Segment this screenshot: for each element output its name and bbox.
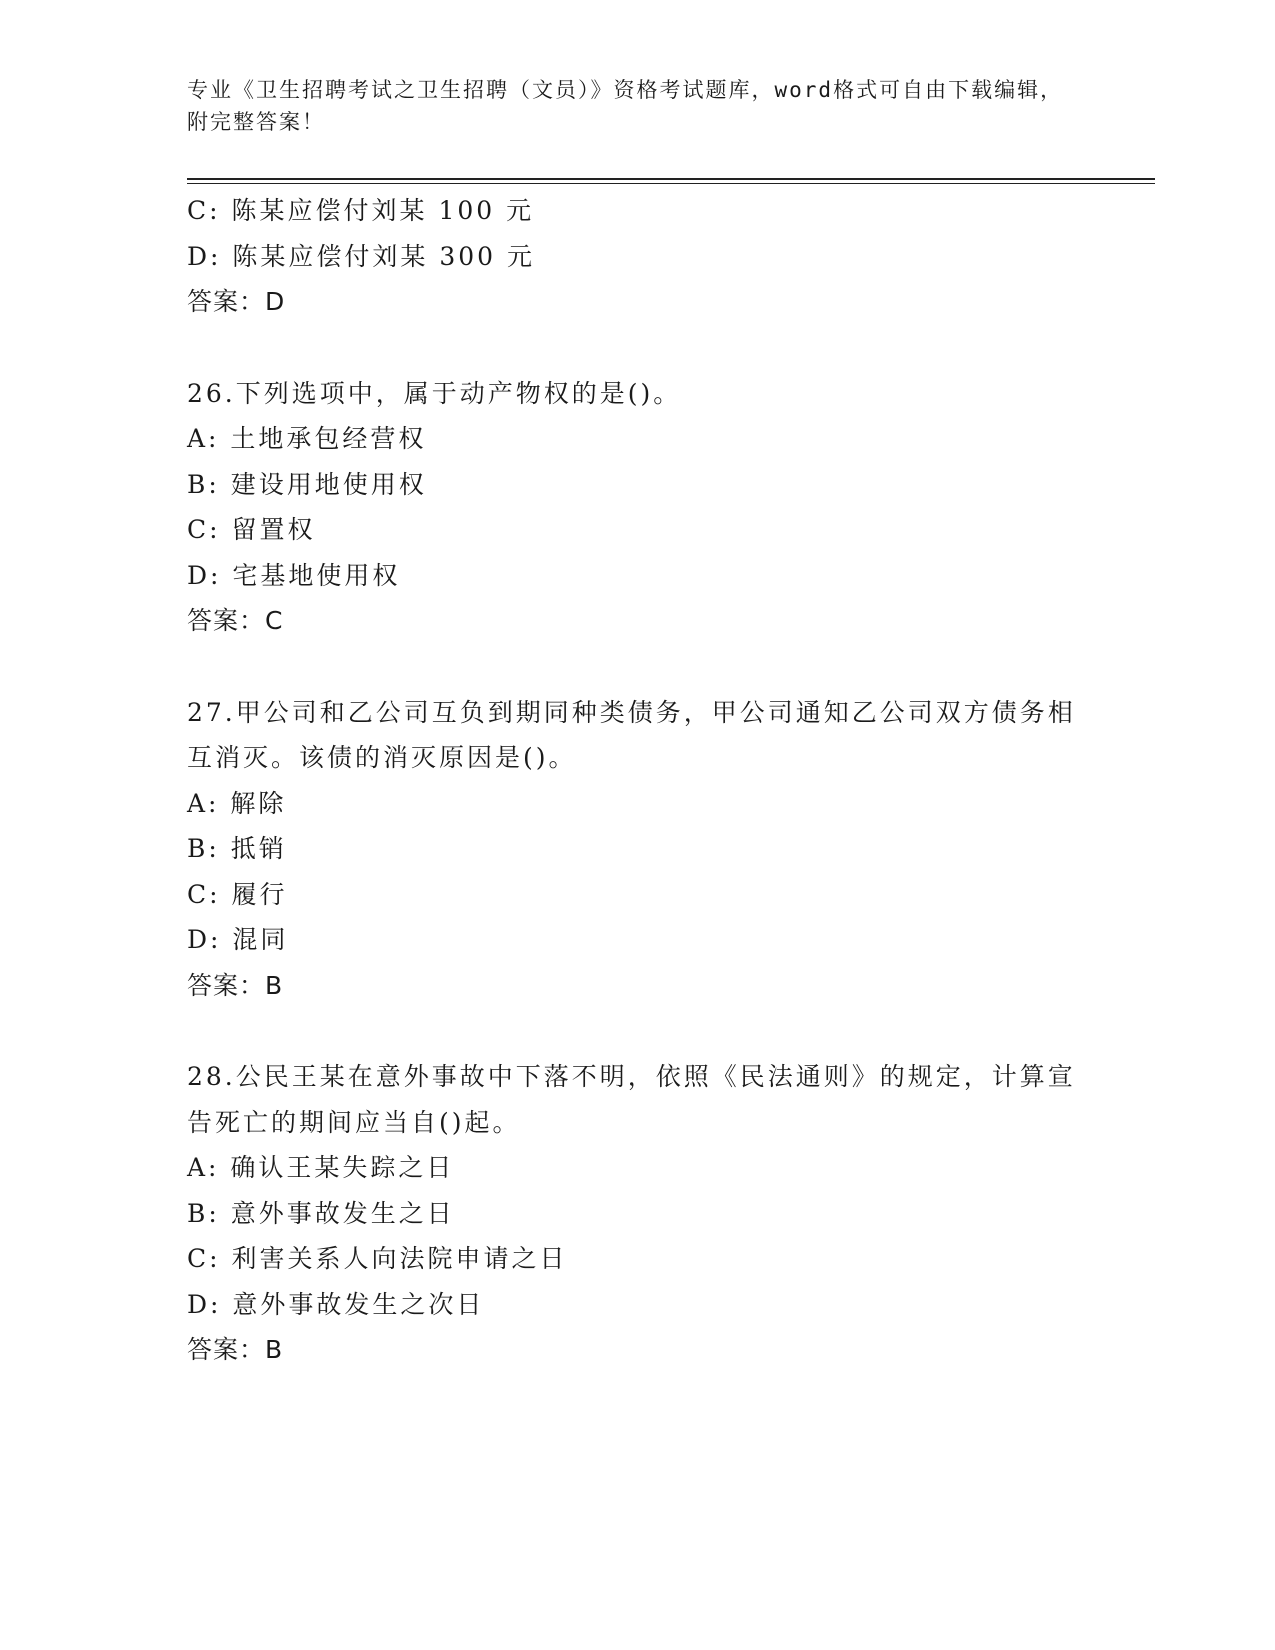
option-a: A: 土地承包经营权	[187, 424, 427, 453]
option-c: C: 利害关系人向法院申请之日	[187, 1244, 568, 1273]
answer-line: 答案：B	[187, 970, 284, 1000]
question-block-28	[187, 1054, 1087, 1373]
header-rule-thick	[187, 178, 1155, 180]
question-block-27	[187, 690, 1087, 1009]
option-c: C: 陈某应偿付刘某 100 元	[187, 196, 535, 225]
document-body	[187, 188, 1087, 1419]
option-b: B: 意外事故发生之日	[187, 1198, 455, 1228]
option-b: B: 建设用地使用权	[187, 469, 427, 499]
option-d: D: 宅基地使用权	[187, 560, 401, 590]
option-c: C: 履行	[187, 879, 288, 909]
option-d: D: 混同	[187, 925, 289, 954]
question-block-continued	[187, 188, 1087, 325]
option-a: A: 确认王某失踪之日	[187, 1153, 455, 1182]
option-d: D: 陈某应偿付刘某 300 元	[187, 241, 536, 271]
option-d: D: 意外事故发生之次日	[187, 1289, 485, 1319]
question-block-26	[187, 371, 1087, 644]
option-c: C: 留置权	[187, 515, 316, 544]
question-text: 26.下列选项中，属于动产物权的是()。	[187, 378, 682, 408]
question-text: 27.甲公司和乙公司互负到期同种类债务，甲公司通知乙公司双方债务相互消灭。该债的消灭原因是()。	[187, 697, 1076, 772]
answer-line: 答案：D	[187, 287, 286, 316]
answer-line: 答案：C	[187, 606, 284, 635]
document-header: 专业《卫生招聘考试之卫生招聘（文员）》资格考试题库，word格式可自由下载编辑，附完整答案！	[187, 78, 1064, 134]
question-text: 28.公民王某在意外事故中下落不明，依照《民法通则》的规定，计算宣告死亡的期间应当自()起。	[187, 1062, 1076, 1137]
header-rule-thin	[187, 183, 1155, 184]
option-a: A: 解除	[187, 788, 287, 818]
answer-line: 答案：B	[187, 1335, 284, 1364]
option-b: B: 抵销	[187, 834, 287, 863]
